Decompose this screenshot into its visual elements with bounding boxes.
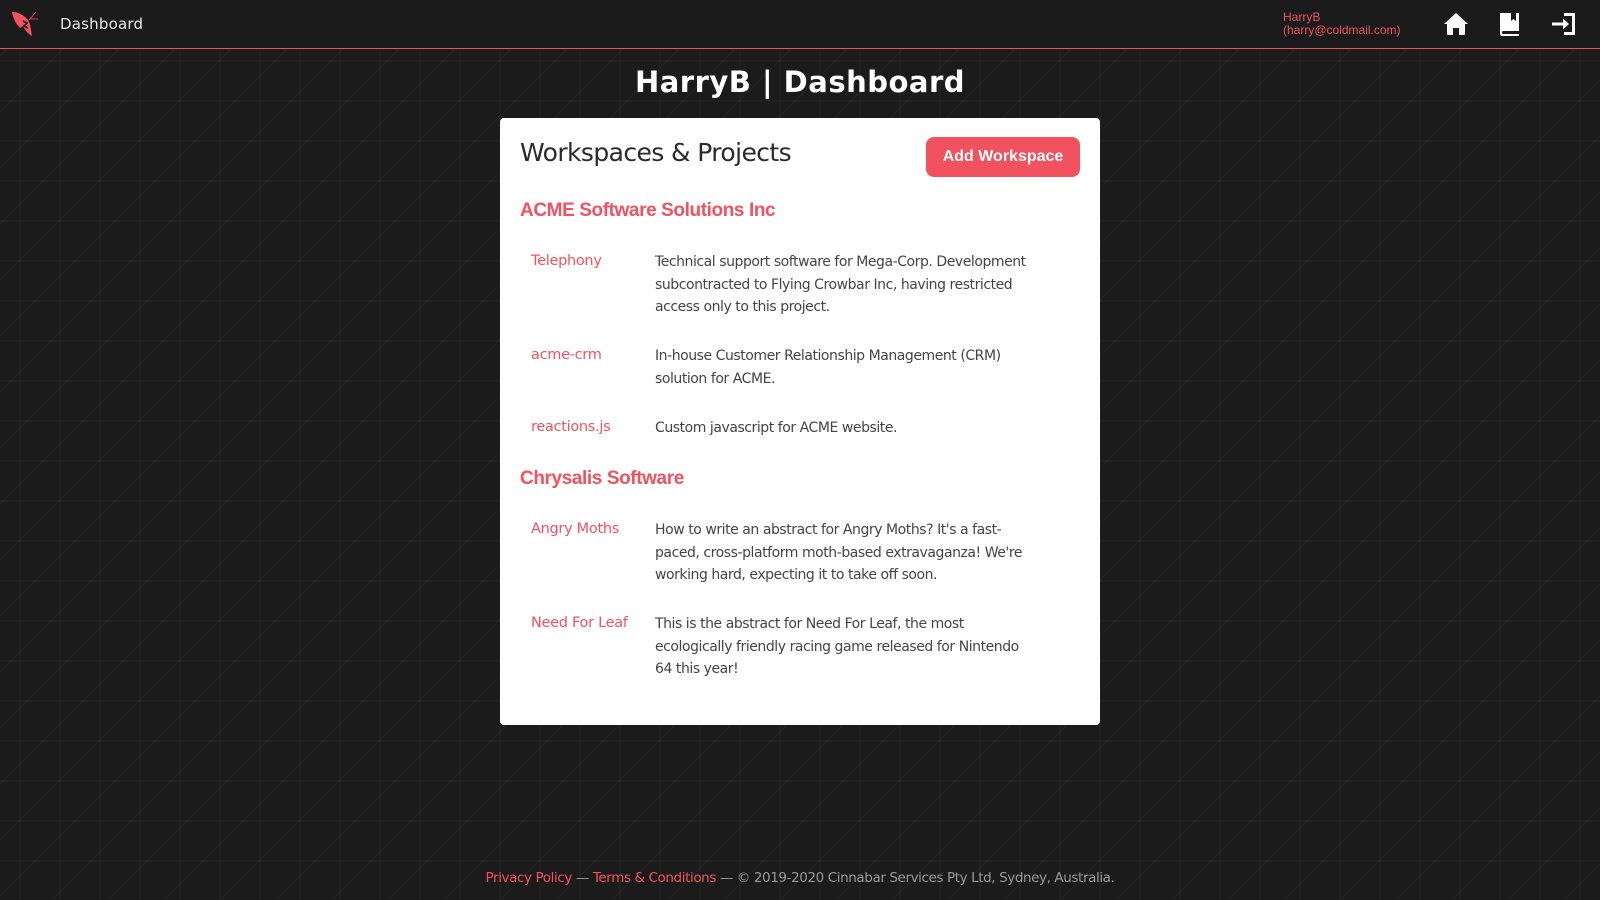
- workspace-acme: [520, 200, 775, 222]
- user-info: [1283, 11, 1401, 37]
- workspaces-card: [500, 118, 1100, 725]
- project-link[interactable]: Need For Leaf: [531, 615, 628, 631]
- project-description: Custom javascript for ACME website.: [655, 420, 897, 436]
- footer: [0, 870, 1600, 886]
- workspace-name[interactable]: Chrysalis Software: [520, 468, 684, 489]
- sign-out-icon[interactable]: [1551, 11, 1577, 37]
- page-title: HarryB | Dashboard: [634, 65, 966, 99]
- home-icon[interactable]: [1443, 11, 1469, 37]
- project-description: Technical support software for Mega-Corp. Development subcontracted to Flying Crowbar Inc, having restricted access only to this project.: [655, 254, 1026, 315]
- project-link[interactable]: acme-crm: [531, 347, 602, 363]
- user-name: HarryB: [1283, 10, 1321, 24]
- navbar: [0, 0, 1600, 49]
- workspace-name[interactable]: ACME Software Solutions Inc: [520, 200, 776, 221]
- terms-link[interactable]: Terms & Conditions: [592, 870, 716, 886]
- privacy-policy-link[interactable]: Privacy Policy: [485, 870, 572, 886]
- project-description: This is the abstract for Need For Leaf, the most ecologically friendly racing game released for Nintendo 64 this year!: [655, 616, 1019, 677]
- project-description: How to write an abstract for Angry Moths? It's a fast-paced, cross-platform moth-based extravaganza! We're working hard, expecting it to take off soon.: [655, 522, 1022, 583]
- footer-separator: —: [571, 870, 593, 886]
- project-link[interactable]: reactions.js: [531, 419, 611, 435]
- project-link[interactable]: Angry Moths: [531, 521, 619, 537]
- project-description: In-house Customer Relationship Management (CRM) solution for ACME.: [655, 348, 1001, 387]
- project-link[interactable]: Telephony: [531, 253, 602, 269]
- card-title: Workspaces & Projects: [520, 138, 792, 167]
- moth-logo-icon[interactable]: [10, 8, 42, 40]
- brand-dashboard-link[interactable]: Dashboard: [60, 15, 144, 33]
- book-icon[interactable]: [1497, 11, 1523, 37]
- add-workspace-button[interactable]: Add Workspace: [926, 137, 1080, 177]
- user-email: (harry@coldmail.com): [1283, 23, 1401, 37]
- workspace-chrysalis: [520, 468, 684, 490]
- copyright-text: — © 2019-2020 Cinnabar Services Pty Ltd, Sydney, Australia.: [715, 870, 1115, 886]
